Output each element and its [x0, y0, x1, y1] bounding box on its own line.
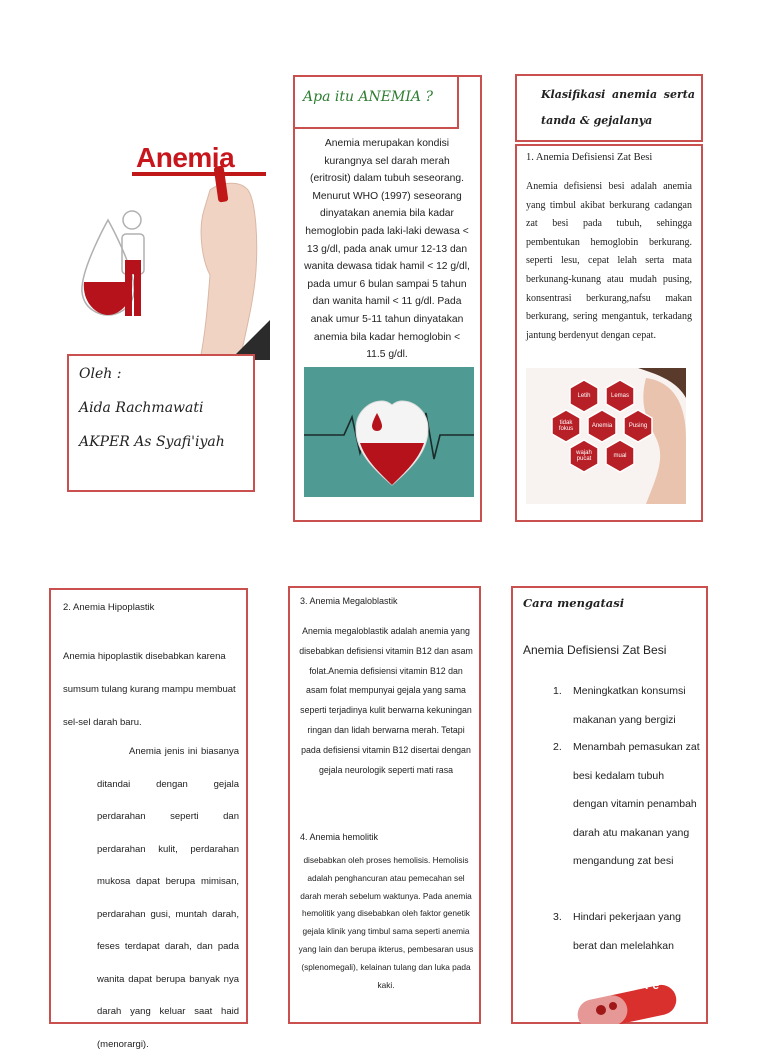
cara-title: Cara mengatasi [523, 596, 625, 610]
symptom-item: Letih [577, 393, 591, 399]
list-item-text: Menambah pemasukan zat besi kedalam tubuh dengan vitamin penambah darah atu makanan yang mengandung zat besi [573, 741, 700, 867]
symptom-center: Anemia [591, 423, 613, 429]
symptoms-graphic [526, 368, 686, 504]
list-item-text: Meningkatkan konsumsi makanan yang bergizi [573, 685, 686, 726]
hemolitik-body: disebabkan oleh proses hemolisis. Hemolisis adalah penghancuran atau pemecahan sel darah merah sebelum waktunya. Pada anemia hemolitik yang disebabkan oleh faktor genetik gejala klinik yang timbul sama seperti anemia yang lain dan berupa ikterus, pembesaran usus (splenomegali), kelainan tulang dan luka pada kaki. [298, 855, 474, 990]
fe-capsule-image [573, 976, 683, 1024]
hipoplastik-para1: Anemia hipoplastik disebabkan karena sumsum tulang kurang mampu membuat sel-sel darah baru. [63, 651, 236, 728]
hipoplastik-title: 2. Anemia Hipoplastik [63, 602, 155, 613]
symptom-item: Pusing [628, 423, 648, 429]
heart-illustration [304, 367, 474, 497]
panel-defisiensi-besi [515, 144, 703, 522]
fe-pill-illustration [573, 976, 683, 1024]
cover-illustration [70, 70, 270, 360]
klasifikasi-title-box [515, 74, 703, 142]
panel-hipoplastik [49, 588, 248, 1050]
panel-apa-itu-anemia [293, 75, 482, 522]
klasifikasi-title: Klasifikasi anemia serta tanda & gejalanya [541, 88, 695, 127]
author-name: Aida Rachmawati [79, 400, 204, 416]
list-item-number: 3. [553, 911, 562, 923]
defisiensi-body: Anemia defisiensi besi adalah anemia yang timbul akibat berkurang cadangan zat besi pada tubuh, sehingga pembentukan hemoglobin berkurang. seperti lesu, cepat lelah serta mata berkunang-kunang atau mudah pusing, konsentrasi berkurang,nafsu makan berkurang, sering mengantuk, terkadang jantung berdenyut dengan cepat. [526, 181, 692, 341]
symptom-item: wajah pucat [576, 450, 592, 462]
symptom-item: mual [613, 453, 627, 459]
apa-title-box [293, 75, 459, 129]
author-institution: AKPER As Syafi'iyah [79, 434, 225, 450]
symptoms-hexagon-image [526, 368, 686, 504]
hipoplastik-para2: Anemia jenis ini biasanya ditandai dengan gejala perdarahan seperti dan perdarahan kulit, perdarahan mukosa dapat berupa mimisan, perdarahan gusi, muntah darah, feses terdapat darah, dan pada wanita dapat berupa banyak nya darah yang keluar saat haid (menorargi). [97, 746, 239, 1050]
fe-label: Fe [645, 978, 660, 992]
apa-title: Apa itu ANEMIA ? [303, 89, 433, 105]
cara-subtitle: Anemia Defisiensi Zat Besi [523, 643, 667, 657]
panel-megaloblastik [288, 586, 481, 1024]
anemia-drawing [70, 70, 270, 360]
panel-cara-mengatasi [511, 586, 708, 1024]
author-by-label: Oleh : [79, 366, 122, 382]
symptom-item: Lemas [610, 393, 629, 399]
hemolitik-title: 4. Anemia hemolitik [300, 832, 379, 842]
megaloblastik-title: 3. Anemia Megaloblastik [300, 596, 398, 606]
apa-body: Anemia merupakan kondisi kurangnya sel darah merah (eritrosit) dalam tubuh seseorang. Menurut WHO (1997) seseorang dinyatakan anemia bila kadar hemoglobin pada laki-laki dewasa < 13 g/dl, pada anak umur 12-13 dan wanita dewasa tidak hamil < 12 g/dl, pada umur 6 bulan sampai 5 tahun dan wanita hamil < 11 g/dl. Pada anak umur 5-11 tahun dinyatakan anemia bila kadar hemoglobin < 11.5 g/dl. [304, 138, 470, 361]
defisiensi-title: 1. Anemia Defisiensi Zat Besi [526, 152, 653, 163]
anemia-headline: Anemia [136, 142, 235, 173]
list-item-number: 1. [553, 685, 562, 697]
heartbeat-heart-image [304, 367, 474, 497]
author-box [67, 354, 255, 492]
list-item-text: Hindari pekerjaan yang berat dan melelahkan [573, 911, 681, 952]
list-item-number: 2. [553, 741, 562, 753]
symptom-item: tidak fokus [558, 420, 574, 432]
megaloblastik-body: Anemia megaloblastik adalah anemia yang disebabkan defisiensi vitamin B12 dan asam folat.Anemia defisiensi vitamin B12 dan asam folat mempunyai gejala yang sama seperti terjadinya kulit berwarna kekuningan ringan dan lidah berwarna merah. Tetapi pada defisiensi vitamin B12 disertai dengan gejala neurologik seperti mati rasa [299, 626, 473, 775]
